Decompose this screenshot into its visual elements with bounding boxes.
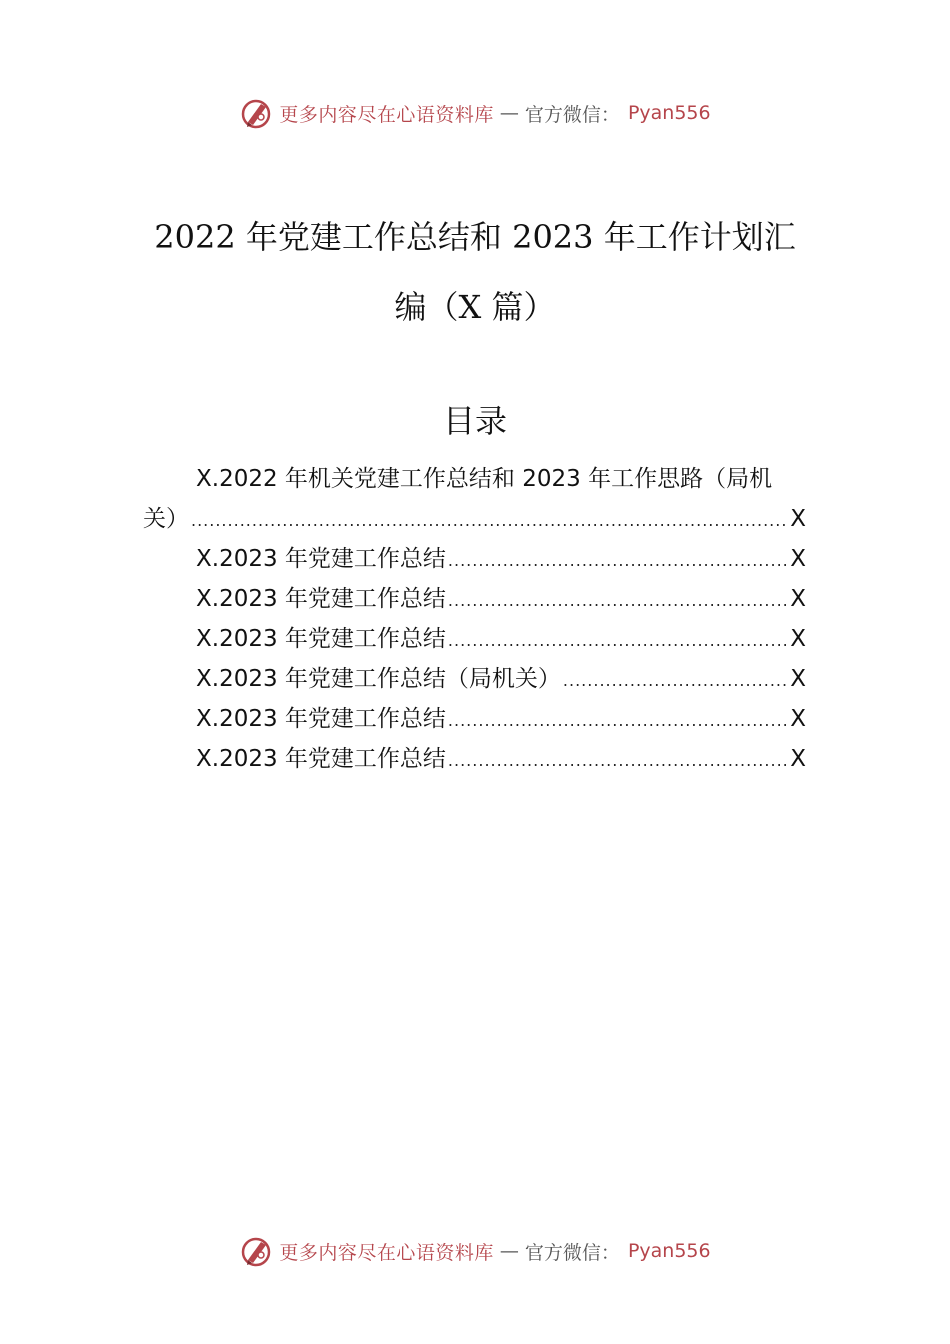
toc-entry[interactable] [196, 584, 806, 616]
toc-entry-1-line1[interactable]: X.2022 年机关党建工作总结和 2023 年工作思路（局机 [196, 466, 773, 492]
watermark-text: 更多内容尽在心语资料库 [279, 103, 494, 126]
toc-entry[interactable] [196, 744, 806, 776]
toc-entry-label: X.2023 年党建工作总结 [196, 546, 446, 572]
toc-page-number: X [790, 586, 806, 612]
toc-page-number: X [790, 746, 806, 772]
toc-page-number: X [790, 666, 806, 692]
toc-heading: 目录 [442, 402, 507, 440]
document-title-line1: 2022 年党建工作总结和 2023 年工作计划汇 [154, 218, 796, 256]
toc-entry[interactable] [196, 664, 806, 696]
toc-page-number: X [790, 506, 806, 532]
toc-entry-label: 关） [143, 506, 189, 532]
toc-leader-dots [448, 746, 788, 776]
header-watermark [0, 96, 950, 130]
watermark-separator: — [499, 102, 519, 124]
toc-leader-dots [448, 706, 788, 736]
toc-leader-dots [448, 626, 788, 656]
toc-leader-dots [448, 586, 788, 616]
toc-leader-dots [191, 506, 788, 536]
toc-entry-label: X.2023 年党建工作总结 [196, 626, 446, 652]
toc-page-number: X [790, 626, 806, 652]
pen-circle-logo-icon [239, 96, 273, 130]
watermark-wechat-label: 官方微信： [524, 103, 620, 126]
toc-leader-dots [448, 546, 788, 576]
watermark-text: 更多内容尽在心语资料库 [279, 1241, 494, 1264]
watermark-wechat-label: 官方微信： [524, 1241, 620, 1264]
toc-entry[interactable] [196, 704, 806, 736]
toc-entry[interactable] [196, 624, 806, 656]
document-title-line2: 编（X 篇） [394, 288, 556, 326]
watermark-wechat-id: Pyan556 [627, 1240, 711, 1262]
toc-page-number: X [790, 546, 806, 572]
toc-entry-label: X.2023 年党建工作总结 [196, 746, 446, 772]
toc-entry-label: X.2023 年党建工作总结 [196, 586, 446, 612]
toc-entry-label: X.2023 年党建工作总结（局机关） [196, 666, 561, 692]
toc-entry-label: X.2023 年党建工作总结 [196, 706, 446, 732]
toc-entry[interactable] [196, 544, 806, 576]
toc-entry-1-line2[interactable] [143, 504, 806, 536]
pen-circle-logo-icon [239, 1234, 273, 1268]
toc-leader-dots [563, 666, 788, 696]
watermark-wechat-id: Pyan556 [627, 102, 711, 124]
footer-watermark [0, 1234, 950, 1268]
toc-page-number: X [790, 706, 806, 732]
watermark-separator: — [499, 1240, 519, 1262]
